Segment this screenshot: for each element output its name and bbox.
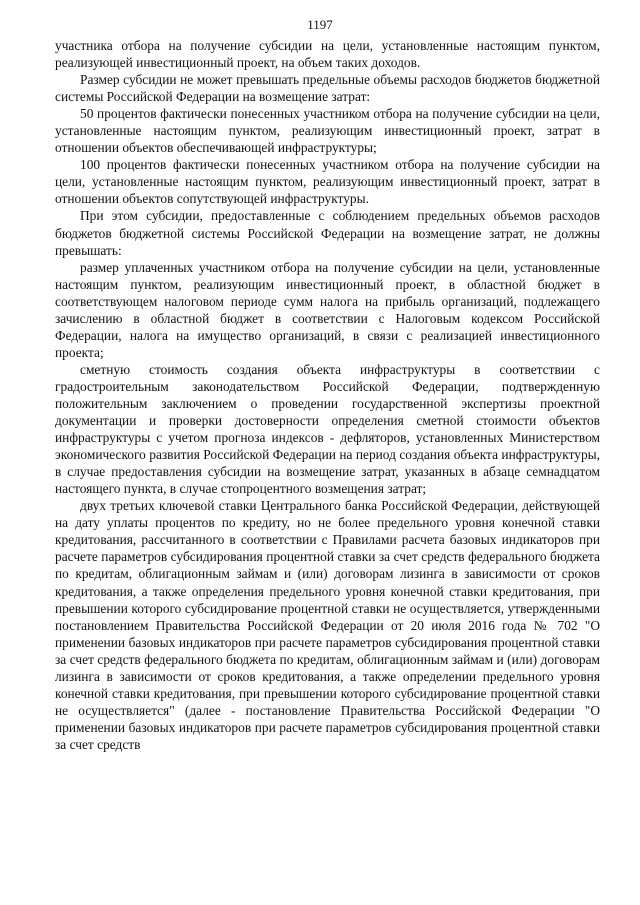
paragraph: 50 процентов фактически понесенных участником отбора на получение субсидии на цели, установленные настоящим пунктом, реализующим инвестиционный проект, затрат в отношении объектов обеспечивающей инфраструктуры;: [55, 106, 600, 156]
paragraph: Размер субсидии не может превышать предельные объемы расходов бюджетов бюджетной системы Российской Федерации на возмещение затрат:: [55, 72, 600, 105]
document-body: [55, 37, 600, 753]
paragraph: сметную стоимость создания объекта инфраструктуры в соответствии с градостроительным законодательством Российской Федерации, подтвержденную положительным заключением о проведении государственной экспертизы проектной документации и проверки достоверности определения сметной стоимости объектов инфраструктуры с учетом прогноза индексов - дефляторов, установленных Министерством экономического развития Российской Федерации на период создания объекта инфраструктуры, в случае предоставления субсидии на возмещение затрат, указанных в абзаце семнадцатом настоящего пункта, в случае стопроцентного возмещения затрат;: [55, 361, 600, 497]
paragraph: При этом субсидии, предоставленные с соблюдением предельных объемов расходов бюджетов бюджетной системы Российской Федерации на возмещение затрат, не должны превышать:: [55, 208, 600, 258]
page-number: 1197: [307, 17, 333, 32]
paragraph: двух третьих ключевой ставки Центрального банка Российской Федерации, действующей на дату уплаты процентов по кредиту, но не более предельного уровня конечной ставки кредитования, рассчитанного в соответствии с Правилами расчета базовых индикаторов при расчете параметров субсидирования процентной ставки за счет средств федерального бюджета по кредитам, облигационным займам и (или) договорам лизинга в зависимости от сроков кредитования, а также определения предельного уровня конечной ставки кредитования, при превышении которого субсидирование процентной ставки не осуществляется, утвержденными постановлением Правительства Российской Федерации от 20 июля 2016 года № 702 "О применении базовых индикаторов при расчете параметров субсидирования процентной ставки за счет средств федерального бюджета по кредитам, облигационным займам и (или) договорам лизинга в зависимости от сроков кредитования, а также определении предельного уровня конечной ставки кредитования, при превышении которого субсидирование процентной ставки не осуществляется" (далее - постановление Правительства Российской Федерации "О применении базовых индикаторов при расчете параметров субсидирования процентной ставки за счет средств: [55, 498, 600, 752]
paragraph: размер уплаченных участником отбора на получение субсидии на цели, установленные настоящим пунктом, реализующим инвестиционный проект, в областной бюджет в соответствующем налоговом периоде сумм налога на прибыль организаций, подлежащего зачислению в областной бюджет в соответствии с Налоговым кодексом Российской Федерации, налога на имущество организаций, в связи с реализацией инвестиционного проекта;: [55, 259, 600, 360]
paragraph: участника отбора на получение субсидии на цели, установленные настоящим пунктом, реализующей инвестиционный проект, на объем таких доходов.: [55, 38, 600, 71]
paragraph: 100 процентов фактически понесенных участником отбора на получение субсидии на цели, установленные настоящим пунктом, реализующим инвестиционный проект, затрат в отношении объектов сопутствующей инфраструктуры.: [55, 157, 600, 207]
